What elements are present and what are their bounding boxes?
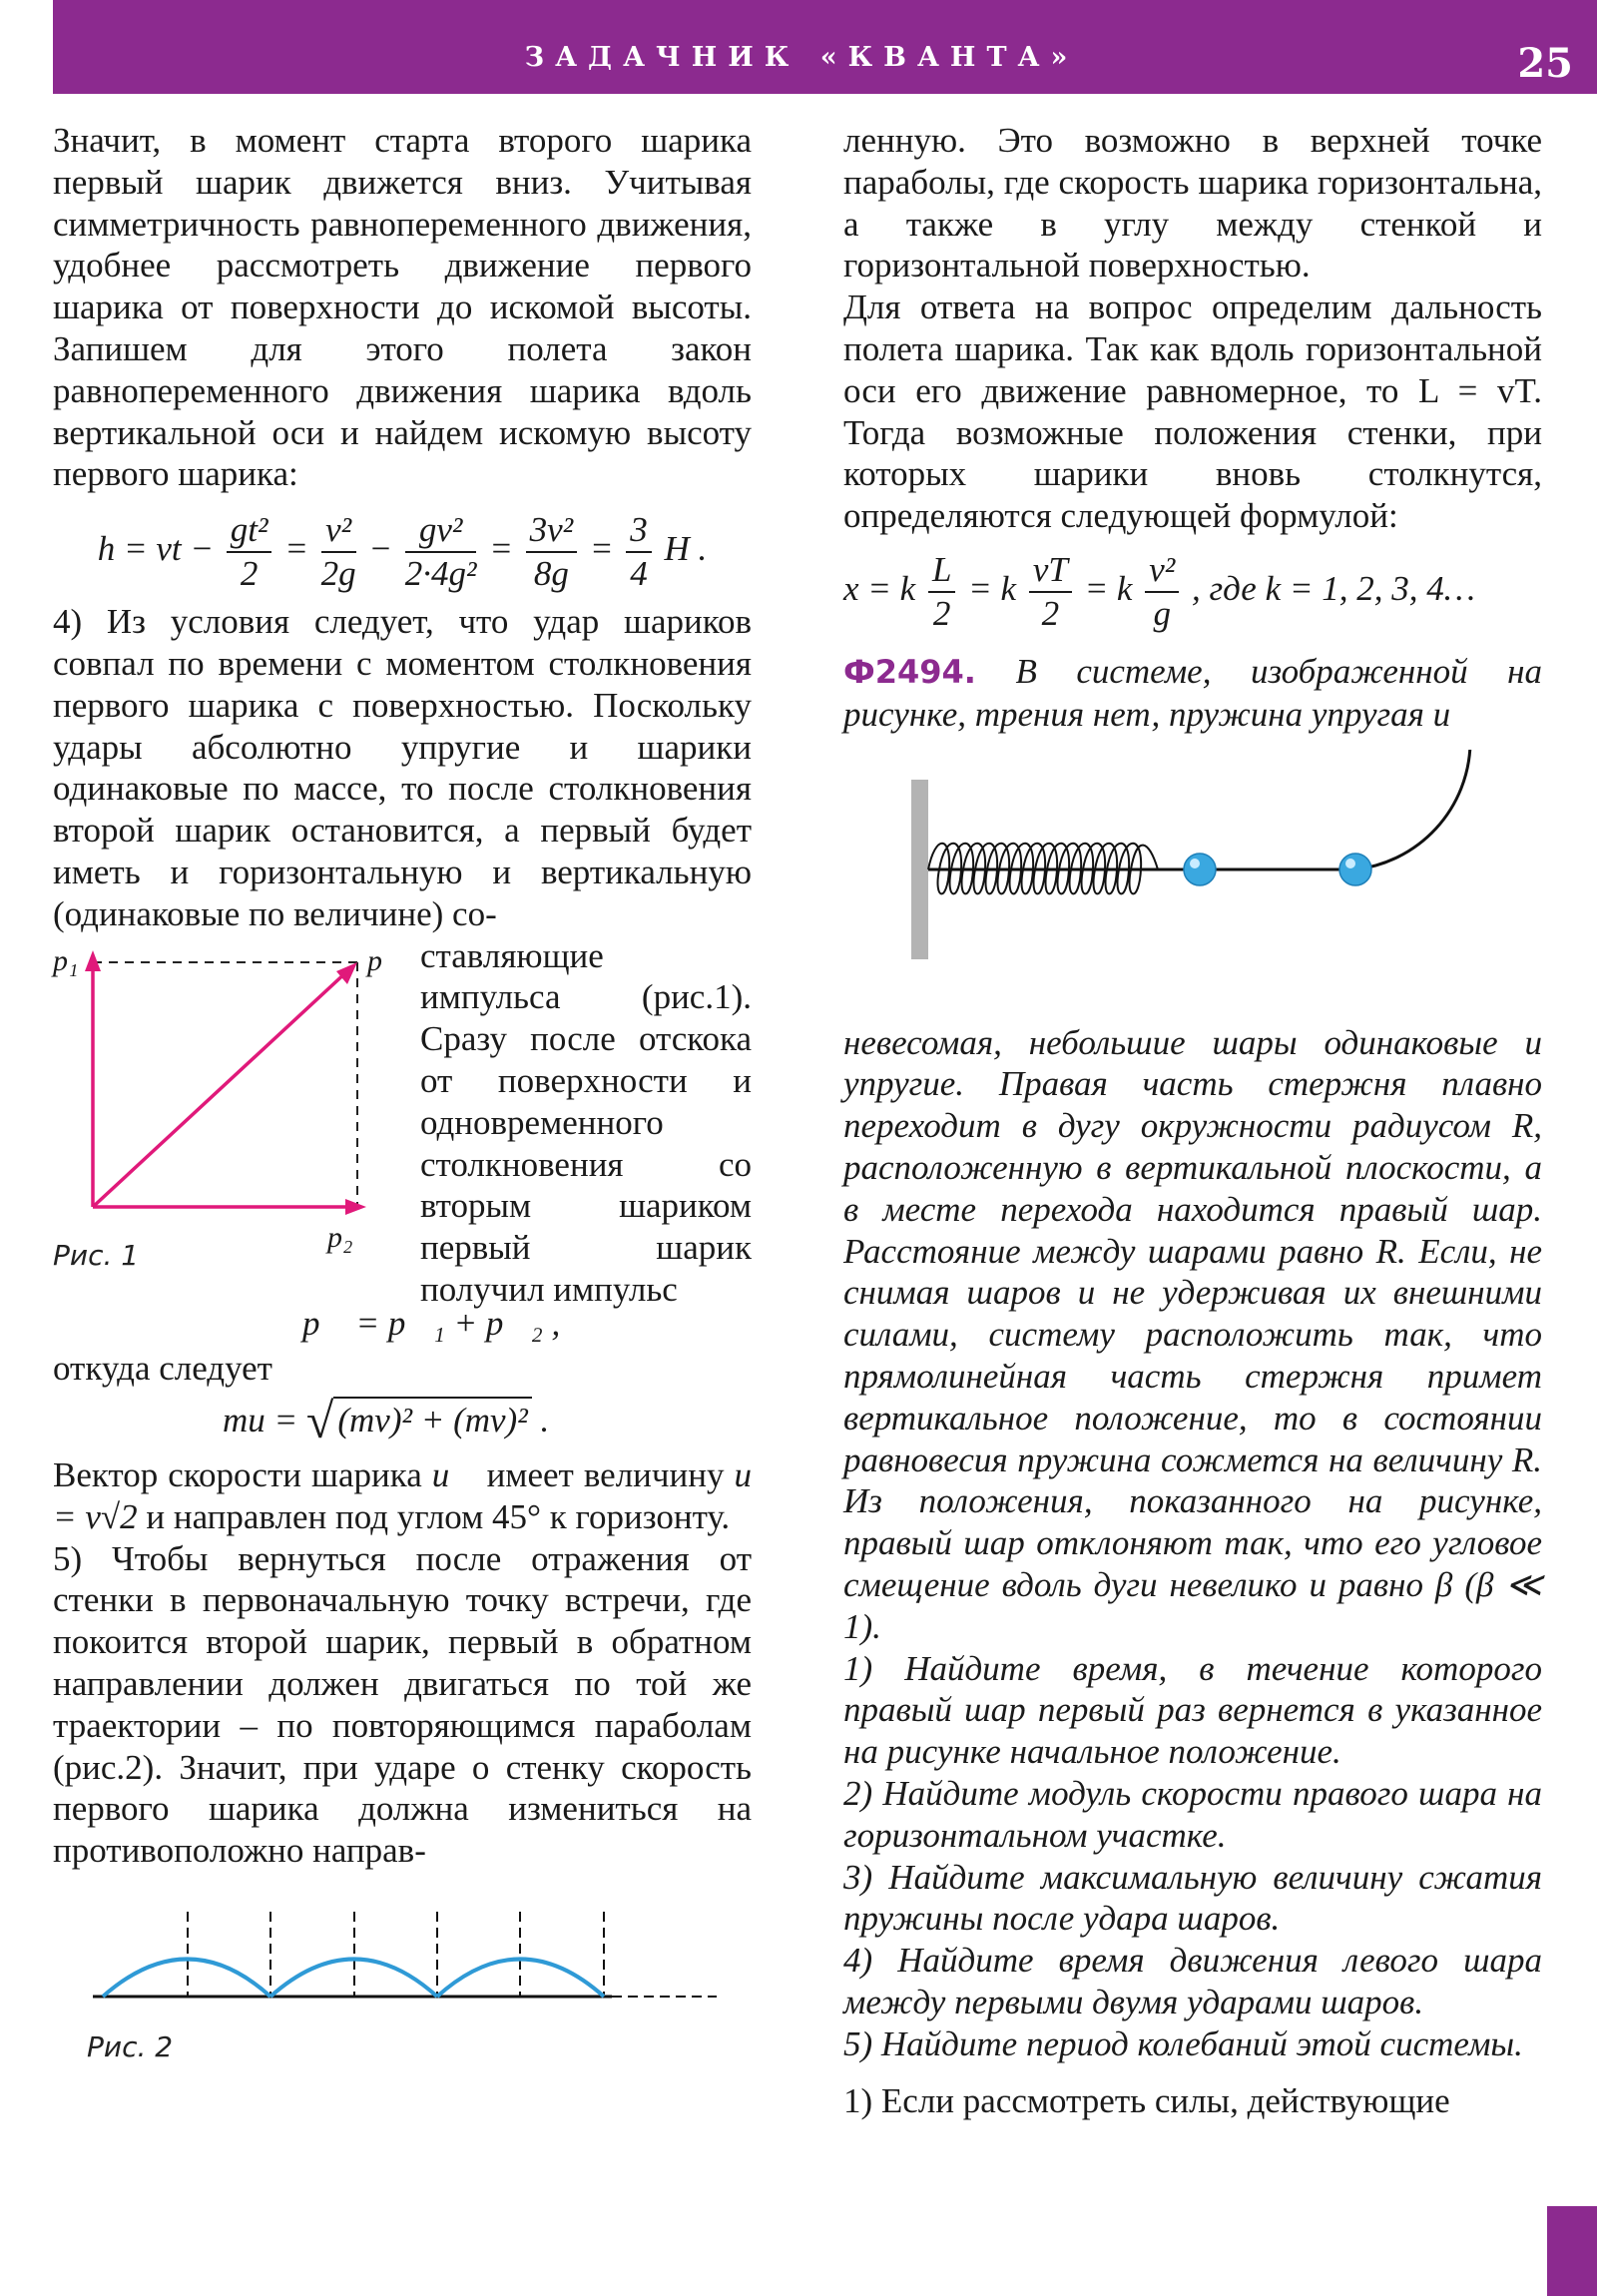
problem-statement-intro: Ф2494. В системе, изображенной на рисунке, трения нет, пружина упругая и bbox=[843, 651, 1543, 734]
wall-position-formula: x = k $\frac{L}{2}$ = k $\frac{vT}{2}$ = k $\frac{\text{v²}}{g}$ , где k = 1, 2, 3, 4… bbox=[843, 549, 1475, 633]
figure-2-block bbox=[53, 1892, 752, 2091]
vector-label-p1: p₁ bbox=[53, 943, 79, 977]
left-column bbox=[53, 120, 752, 2091]
momentum-magnitude-formula: mu = √ (mv)² + (mv)² . bbox=[223, 1393, 550, 1449]
trajectory-diagram bbox=[53, 1892, 752, 2041]
paragraph: Значит, в момент старта второго шарика первый шарик движется вниз. Учитывая симметричность равнопеременного движения, удобнее рассмотреть движение первого шарика от поверхности до искомой высоты. Запишем для этого полета закон равнопеременного движения шарика вдоль вертикальной оси и найдем искомую высоту первого шарика: bbox=[53, 121, 752, 494]
vector-label-p2: p₂ bbox=[327, 1220, 353, 1254]
figure-1-block bbox=[53, 935, 752, 1309]
page-number: 25 bbox=[1517, 40, 1573, 87]
problem-statement: невесомая, небольшие шары одинаковые и упругие. Правая часть стержня плавно переходит в дугу окружности радиусом R, расположенную в вертикальной плоскости, а в месте перехода находится правый шар. Расстояние между шарами равно R. Если, не снимая шаров и не удерживая их внешними силами, систему расположить так, что прямолинейная часть стержня примет вертикальное положение, то в состоянии равновесия пружина сожмется на величину R. Из положения, показанного на рисунке, правый шар отклоняют так, что его угловое смещение вдоль дуги невелико и равно β (β ≪ 1). bbox=[843, 1022, 1542, 1646]
question-4: 4) Найдите время движения левого шара между первыми двумя ударами шаров. bbox=[843, 1941, 1542, 2021]
paragraph: откуда следует bbox=[53, 1349, 272, 1389]
page-header bbox=[53, 0, 1597, 94]
spring-rod-diagram bbox=[843, 750, 1542, 1004]
paragraph: 4) Из условия следует, что удар шариков совпал по времени с моментом столкновения первого шарика с поверхностью. Поскольку удары абсолютно упругие и шарики одинаковые по массе, то после столкновения второй шарик остановится, а первый будет иметь и горизонтальную и вертикальную (одинаковые по величине) со- bbox=[53, 602, 752, 933]
paragraph: Вектор скорости шарика u⃗ имеет величину u = v√2 и направлен под углом 45° к горизонту. bbox=[53, 1454, 753, 1536]
right-column bbox=[843, 120, 1542, 2122]
figure-2-caption: Рис. 2 bbox=[87, 2029, 174, 2063]
height-formula: h = vt − $\frac{\text{gt²}}{2}$ = $\frac{\text{v²}}{2g}$ − $\frac{\text{gv²}}{\text{2·4g²}}$ = $\frac{\text{3v²}}{8g}$ = $\frac{3}{4}$ H . bbox=[97, 510, 708, 594]
paragraph: 1) Если рассмотреть силы, действующие bbox=[843, 2081, 1450, 2121]
paragraph: ставляющие импульса (рис.1). Сразу после отскока от поверхности и одновременного столкновения со вторым шариком первый шарик получил импульс bbox=[420, 935, 752, 1309]
vector-label-p: p bbox=[367, 943, 382, 977]
journal-section-title: ЗАДАЧНИК «КВАНТА» bbox=[524, 42, 1079, 73]
question-5: 5) Найдите период колебаний этой системы. bbox=[843, 2023, 1523, 2063]
question-2: 2) Найдите модуль скорости правого шара на горизонтальном участке. bbox=[843, 1773, 1542, 1855]
problem-id: Ф2494. bbox=[843, 652, 976, 691]
figure-1-caption: Рис. 1 bbox=[53, 1238, 140, 1272]
momentum-sum-formula: p⃗ = p⃗₁ + p⃗₂ , bbox=[302, 1303, 561, 1343]
paragraph: Для ответа на вопрос определим дальность полета шарика. Так как вдоль горизонтальной оси его движение равномерное, то L = vT. Тогда возможные положения стенки, при которых шарики вновь столкнутся, определяются следующей формулой: bbox=[843, 287, 1542, 536]
paragraph: 5) Чтобы вернуться после отражения от стенки в первоначальную точку встречи, где покоится второй шарик, первый в обратном направлении должен двигаться по той же траектории – по повторяющимся параболам (рис.2). Значит, при ударе о стенку скорость первого шарика должна измениться на противоположно направ- bbox=[53, 1538, 752, 1871]
paragraph: ленную. Это возможно в верхней точке параболы, где скорость шарика горизонтальна, а также в углу между стенкой и горизонтальной поверхностью. bbox=[843, 121, 1542, 286]
page-edge-marker bbox=[1547, 2206, 1597, 2296]
question-3: 3) Найдите максимальную величину сжатия пружины после удара шаров. bbox=[843, 1857, 1542, 1939]
question-1: 1) Найдите время, в течение которого правый шар первый раз вернется в указанное на рисунке начальное положение. bbox=[843, 1648, 1542, 1772]
